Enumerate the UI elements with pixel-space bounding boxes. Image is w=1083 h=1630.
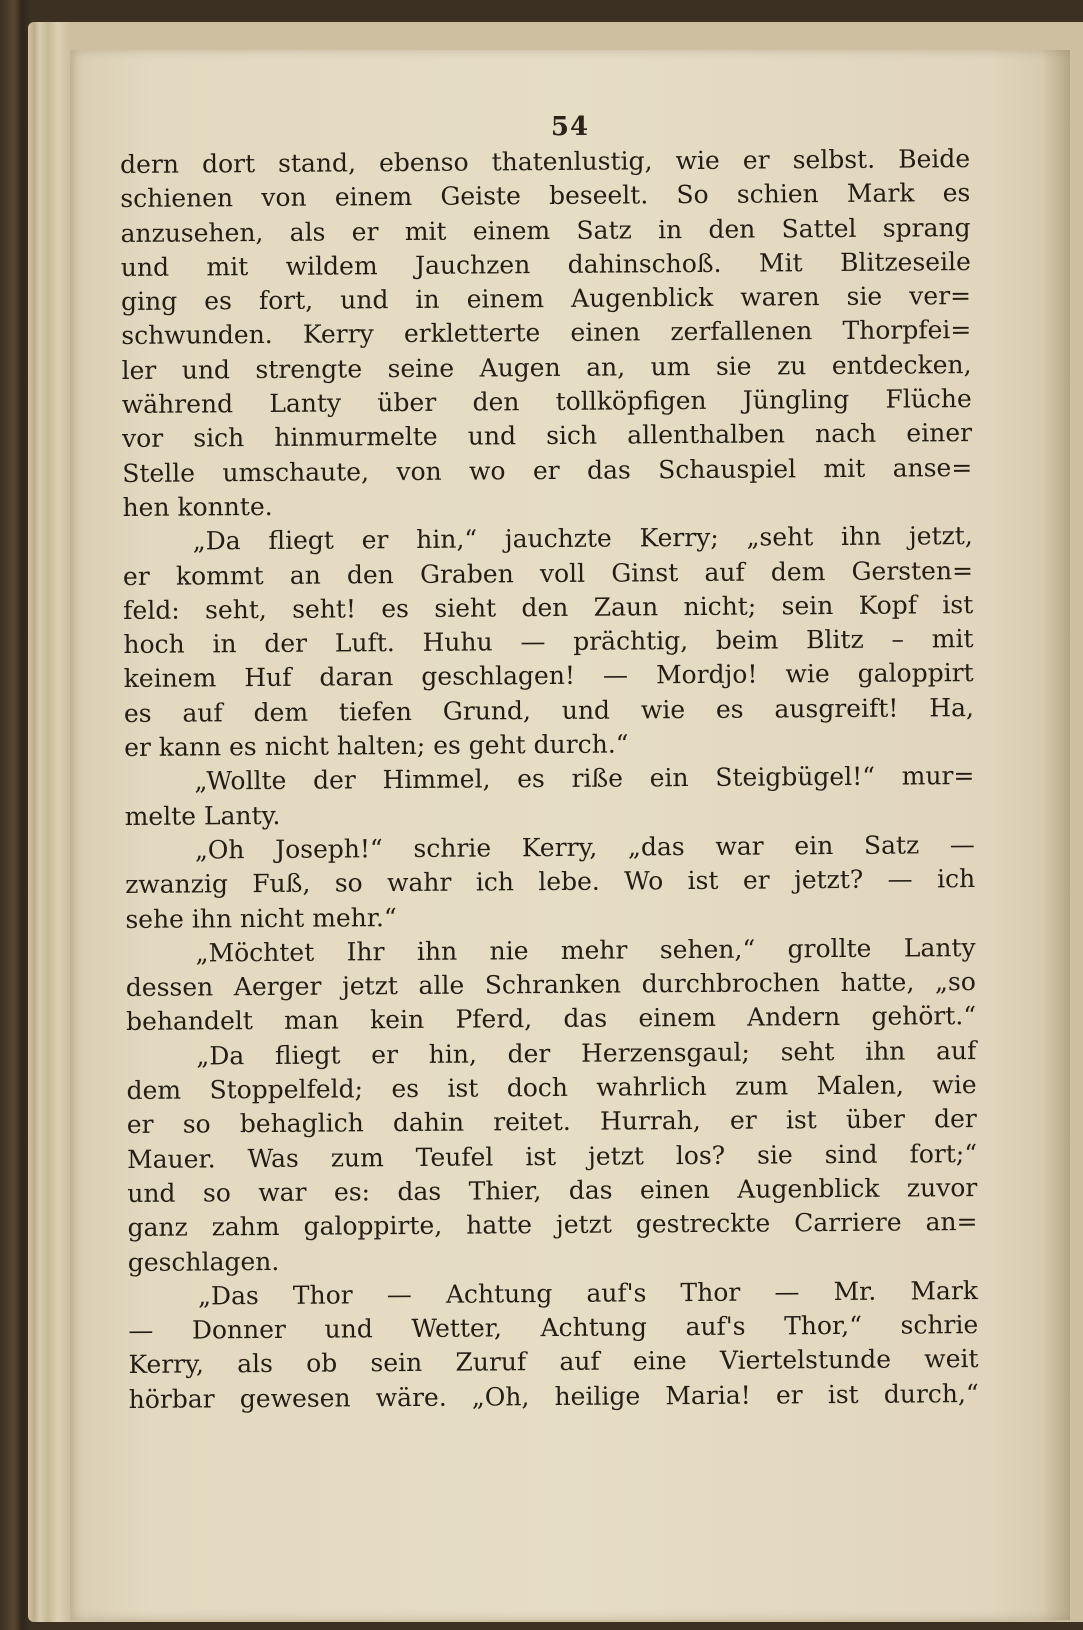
text-line: er so behaglich dahin reitet. Hurrah, er ist über der: [126, 1104, 977, 1140]
text-line: feld: seht, seht! es sieht den Zaun nicht; sein Kopf ist: [123, 589, 974, 625]
text-line: schwunden. Kerry erkletterte einen zerfallenen Thorpfei=: [121, 315, 972, 351]
text-line: hörbar gewesen wäre. „Oh, heilige Maria! er ist durch,“: [128, 1378, 979, 1414]
text-line: Kerry, als ob sein Zuruf auf eine Viertelstunde weit: [128, 1344, 979, 1380]
text-line: — Donner und Wetter, Achtung auf's Thor,“ schrie: [128, 1310, 979, 1346]
text-line: melte Lanty.: [124, 800, 281, 831]
text-line: sehe ihn nicht mehr.“: [125, 902, 397, 934]
text-line: und mit wildem Jauchzen dahinschoß. Mit Blitzeseile: [120, 246, 971, 282]
text-line: Mauer. Was zum Teufel ist jetzt los? sie sind fort;“: [126, 1138, 978, 1174]
text-line: anzusehen, als er mit einem Satz in den Sattel sprang: [120, 212, 971, 248]
page-number: 54: [550, 112, 590, 142]
text-line: „Da fliegt er hin,“ jauchzte Kerry; „seht ihn jetzt,: [192, 521, 973, 556]
text-line: schienen von einem Geiste beseelt. So schien Mark es: [120, 178, 971, 214]
text-line: keinem Huf daran geschlagen! — Mordjo! wie galoppirt: [123, 658, 974, 694]
text-line: hen konnte.: [122, 491, 273, 522]
text-line: behandelt man kein Pferd, das einem Andern gehört.“: [125, 1001, 977, 1037]
text-line: ging es fort, und in einem Augenblick waren sie ver=: [120, 281, 972, 317]
text-line: dem Stoppelfeld; es ist doch wahrlich zum Malen, wie: [126, 1070, 977, 1105]
text-line: Stelle umschaute, von wo er das Schauspiel mit anse=: [122, 452, 973, 488]
text-line: ler und strengte seine Augen an, um sie zu entdecken,: [121, 349, 972, 385]
text-line: dessen Aerger jetzt alle Schranken durchbrochen hatte, „so: [125, 967, 976, 1003]
text-line: vor sich hinmurmelte und sich allenthalben nach einer: [121, 418, 973, 454]
text-line: und so war es: das Thier, das einen Augenblick zuvor: [127, 1172, 978, 1208]
text-line: er kann es nicht halten; es geht durch.“: [124, 729, 629, 763]
text-line: dern dort stand, ebenso thatenlustig, wie er selbst. Beide: [120, 144, 971, 179]
text-line: „Wollte der Himmel, es riße ein Steigbügel!“ mur=: [194, 761, 975, 796]
text-line: geschlagen.: [127, 1246, 280, 1277]
spine-shadow: [1042, 50, 1070, 1620]
text-line: während Lanty über den tollköpfigen Jüngling Flüche: [121, 384, 972, 420]
text-line: „Möchtet Ihr ihn nie mehr sehen,“ grollte Lanty: [195, 932, 976, 968]
text-line: es auf dem tiefen Grund, und wie es ausgreift! Ha,: [123, 692, 975, 728]
text-line: ganz zahm galoppirte, hatte jetzt gestreckte Carriere an=: [127, 1207, 978, 1243]
text-line: „Oh Joseph!“ schrie Kerry, „das war ein Satz —: [194, 829, 975, 865]
text-line: zwanzig Fuß, so wahr ich lebe. Wo ist er jetzt? — ich: [125, 864, 976, 900]
text-line: „Das Thor — Achtung auf's Thor — Mr. Mark: [197, 1275, 979, 1311]
text-line: er kommt an den Graben voll Ginst auf dem Gersten=: [122, 555, 974, 591]
body-text: [120, 142, 979, 1417]
text-line: „Da fliegt er hin, der Herzensgaul; seht ihn auf: [196, 1035, 977, 1071]
text-line: hoch in der Luft. Huhu — prächtig, beim Blitz – mit: [123, 624, 974, 660]
